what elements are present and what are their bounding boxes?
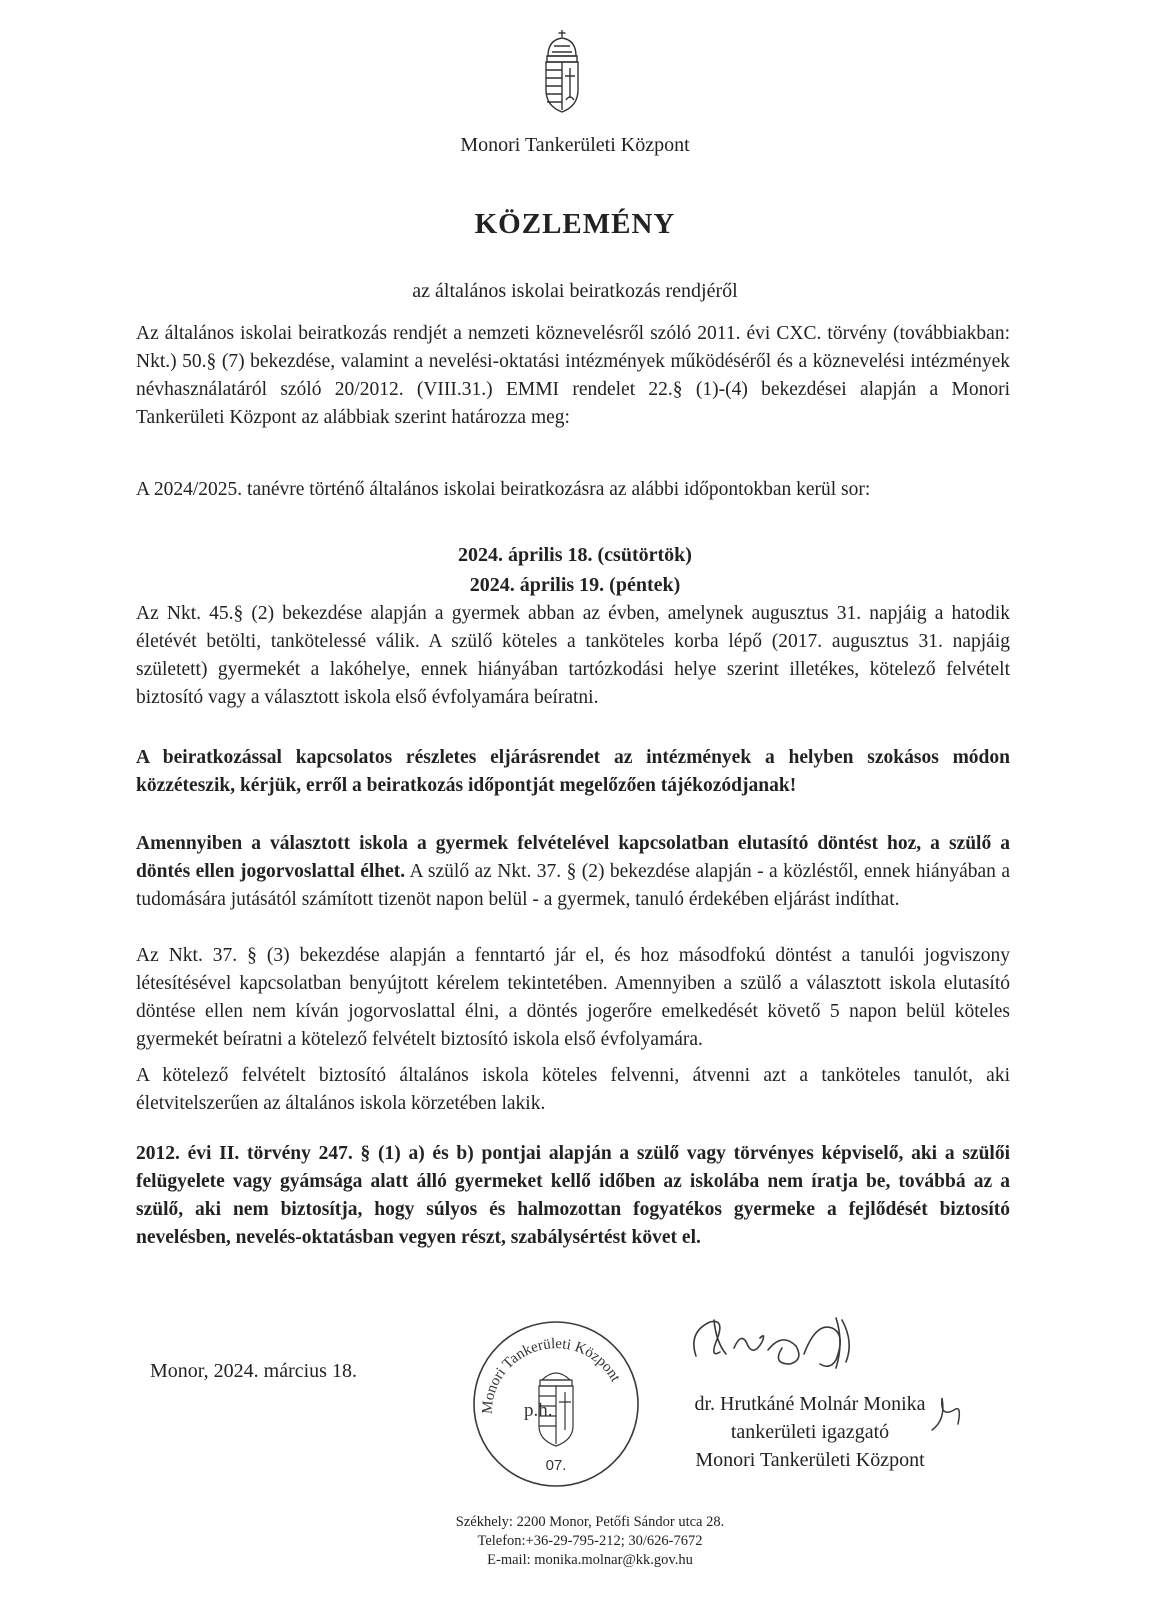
initials-mark bbox=[928, 1390, 968, 1434]
procedure-notice: A beiratkozással kapcsolatos részletes eljárásrendet az intézmények a helyben szokásos módon közzéteszik, kérjük, erről a beiratkozás időpontját megelőzően tájékozódjanak! bbox=[136, 747, 1010, 796]
appeal-paragraph bbox=[136, 830, 1010, 914]
intro-paragraph: Az általános iskolai beiratkozás rendjét a nemzeti köznevelésről szóló 2011. évi CXC. törvény (továbbiakban: Nkt.) 50.§ (7) bekezdése, valamint a nevelési-oktatási intézmények működéséről és a köznevelési intézmények névhasználatáról szóló 20/2012. (VIII.31.) EMMI rendelet 22.§ (1)-(4) bekezdései alapján a Monori Tankerületi Központ az alábbiak szerint határozza meg: bbox=[136, 323, 1010, 428]
footer bbox=[0, 1513, 1150, 1570]
appeal-rest-text: A szülő az Nkt. 37. § (2) bekezdése alapján - a közléstől, ennek hiányában a tudomására jutásától számított tizenöt napon belül - a gyermek, tanuló érdekében eljárást indíthat. bbox=[136, 861, 1010, 910]
penalty-paragraph: 2012. évi II. törvény 247. § (1) a) és b) pontjai alapján a szülő vagy törvényes képviselő, aki a szülői felügyelete vagy gyámsága alatt álló gyermeket kellő időben az iskolába nem íratja be, továbbá az a szülő, aki nem biztosítja, hogy súlyos és halmozottan fogyatékos gyermeke a fejlődését biztosító nevelésben, nevelés-oktatásban vegyen részt, szabálysértést követ el. bbox=[136, 1143, 1010, 1248]
stamp-number: 07. bbox=[545, 1457, 567, 1474]
footer-email: E-mail: monika.molnar@kk.gov.hu bbox=[487, 1552, 693, 1568]
document-subtitle: az általános iskolai beiratkozás rendjéről bbox=[412, 280, 738, 302]
appeal-bold-text: Amennyiben a választott iskola a gyermek felvételével kapcsolatban elutasító döntést hoz, a szülő a döntés ellen jogorvoslattal élhet. bbox=[136, 833, 1010, 882]
enrollment-date-1: 2024. április 18. (csütörtök) bbox=[458, 544, 692, 566]
footer-address: Székhely: 2200 Monor, Petőfi Sándor utca 28. bbox=[455, 1514, 725, 1530]
age-rule-paragraph: Az Nkt. 45.§ (2) bekezdése alapján a gyermek abban az évben, amelynek augusztus 31. napjáig a hatodik életévét betölti, tankötelessé válik. A szülő köteles a tanköteles korba lépő (2017. augusztus 31. napjáig született) gyermekét a lakóhelye, ennek hiányában tartózkodási helye szerint illetékes, kötelező felvételt biztosító vagy a választott iskola első évfolyamára beíratni. bbox=[136, 603, 1010, 708]
document-title: KÖZLEMÉNY bbox=[474, 208, 676, 240]
coat-of-arms-icon bbox=[540, 28, 584, 114]
mandatory-school-paragraph: A kötelező felvételt biztosító általános iskola köteles felvenni, átvenni azt a tanköteles tanulót, aki életvitelszerűen az általános iskola körzetében lakik. bbox=[136, 1065, 1010, 1114]
signature-block bbox=[660, 1390, 960, 1474]
signer-name: dr. Hrutkáné Molnár Monika bbox=[694, 1393, 926, 1415]
signer-role: tankerületi igazgató bbox=[730, 1421, 890, 1443]
enrollment-date-2: 2024. április 19. (péntek) bbox=[469, 574, 681, 596]
handwritten-signature bbox=[686, 1312, 876, 1376]
schedule-intro: A 2024/2025. tanévre történő általános iskolai beiratkozásra az alábbi időpontokban kerül sor: bbox=[136, 479, 871, 500]
organization-name: Monori Tankerületi Központ bbox=[460, 134, 690, 156]
footer-phone: Telefon:+36-29-795-212; 30/626-7672 bbox=[477, 1533, 703, 1549]
ph-mark: p.h. bbox=[524, 1400, 553, 1421]
maintainer-paragraph: Az Nkt. 37. § (3) bekezdése alapján a fenntartó jár el, és hoz másodfokú döntést a tanulói jogviszony létesítésével kapcsolatban benyújtott kérelem tekintetében. Amennyiben a szülő a választott iskola elutasító döntése ellen nem kíván jogorvoslattal élni, a döntés jogerőre emelkedését követő 5 napon belül köteles gyermekét beíratni a kötelező felvételt biztosító iskola első évfolyamára. bbox=[136, 945, 1010, 1050]
official-stamp bbox=[470, 1318, 642, 1490]
enrollment-dates bbox=[0, 540, 1150, 600]
signer-organization: Monori Tankerületi Központ bbox=[695, 1449, 925, 1471]
place-and-date: Monor, 2024. március 18. bbox=[150, 1360, 357, 1382]
stamp-text: Monori Tankerületi Központ bbox=[479, 1336, 624, 1415]
